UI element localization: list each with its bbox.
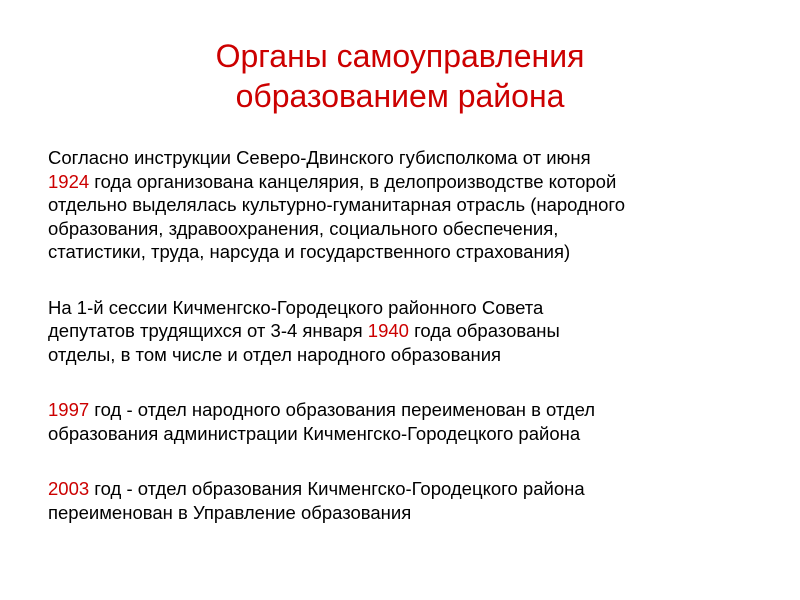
text-line <box>48 398 768 422</box>
text-line <box>48 170 768 194</box>
year-highlight: 1997 <box>48 399 90 420</box>
year-highlight: 2003 <box>48 478 90 499</box>
text-line <box>48 146 768 170</box>
text-line <box>48 319 768 343</box>
text-run: образования администрации Кичменгско-Городецкого района <box>48 422 581 444</box>
text-run: На 1-й сессии Кичменгско-Городецкого районного Совета <box>48 296 544 318</box>
slide-title <box>40 36 760 116</box>
text-run: образования, здравоохранения, социального обеспечения, <box>48 217 559 239</box>
text-run: года организована канцелярия, в делопроизводстве которой <box>89 170 617 192</box>
paragraph-1924 <box>48 146 768 264</box>
year-highlight: 1940 <box>367 320 409 341</box>
text-line <box>48 422 768 446</box>
text-run: депутатов трудящихся от 3-4 января <box>48 320 368 341</box>
text-line <box>48 296 768 320</box>
text-run: отдельно выделялась культурно-гуманитарная отрасль (народного <box>48 194 625 215</box>
text-line <box>48 217 768 241</box>
text-line <box>48 240 768 264</box>
year-highlight: 1924 <box>48 170 90 192</box>
text-line <box>48 343 768 367</box>
text-run: год - отдел народного образования переименован в отдел <box>89 399 596 420</box>
text-run: год - отдел образования Кичменгско-Городецкого района <box>89 478 585 499</box>
text-line <box>48 501 768 525</box>
text-run: Согласно инструкции Северо-Двинского губисполкома от июня <box>48 147 591 168</box>
paragraph-1940 <box>48 296 768 367</box>
text-line <box>48 193 768 217</box>
text-run: статистики, труда, нарсуда и государственного страхования) <box>48 241 571 262</box>
text-run: переименован в Управление образования <box>48 501 412 523</box>
title-line-1: Органы самоуправления <box>215 38 585 74</box>
text-line <box>48 477 768 501</box>
title-line-2: образованием района <box>235 78 565 114</box>
paragraph-1997 <box>48 398 768 445</box>
paragraph-2003 <box>48 477 768 524</box>
slide-body <box>48 146 768 524</box>
text-run: отделы, в том числе и отдел народного образования <box>48 343 502 365</box>
text-run: года образованы <box>408 320 560 341</box>
